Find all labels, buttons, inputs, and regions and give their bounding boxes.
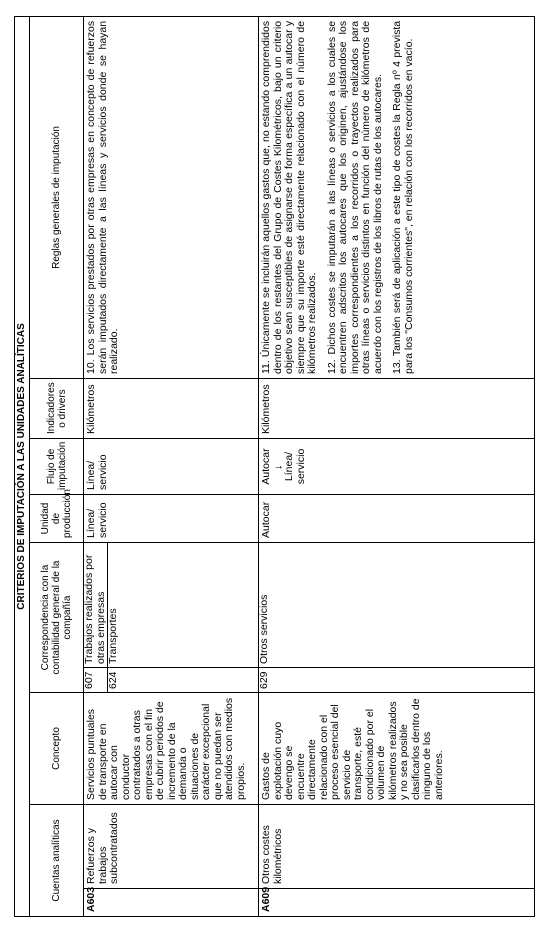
row-cuenta: Otros costes kilométricos xyxy=(259,805,535,889)
table-row xyxy=(259,16,535,916)
header-correspondencia: Correspondencia con la contabilidad general de la compañía xyxy=(30,543,84,693)
table-title: CRITERIOS DE IMPUTACIÓN A LAS UNIDADES ANALÍTICAS xyxy=(15,16,30,916)
row-concepto: Gastos de explotación cuyo devengo se encuentre directamente relacionado con el proceso esencial del servicio de transporte, esté condicionado por el volumen de kilómetros realizados y no sea posible clasificarlos dentro de ninguno de los anteriores. xyxy=(259,693,535,805)
rule-paragraph: 10. Los servicios prestados por otras empresas en concepto de refuerzos serán imputados directamente a las líneas y servicios donde se hayan realizado. xyxy=(85,20,120,374)
row-concepto: Servicios puntuales de transporte en autocar con conductor contratados a otras empresas con el fin de cubrir periodos de incremento de la demanda o situaciones de carácter excepcional que no puedan ser atendidos con medios propios. xyxy=(84,693,259,805)
account-entry xyxy=(259,543,534,692)
header-concepto: Concepto xyxy=(30,693,84,805)
rule-paragraph: 13. También será de aplicación a este tipo de costes la Regla nº 4 prevista para los "Consumos corrientes", en relación con los recorridos en vacío. xyxy=(391,20,415,374)
row-cuenta: Refuerzos y trabajos subcontratados xyxy=(84,805,259,889)
row-code: A603 xyxy=(84,889,259,917)
account-name: Trabajos realizados por otras empresas xyxy=(83,554,107,664)
row-indicador: Kilómetros xyxy=(84,379,259,439)
account-number: 624 xyxy=(108,667,258,692)
flujo-bottom: Línea/ servicio xyxy=(283,448,307,485)
account-entry xyxy=(84,543,108,692)
account-number: 607 xyxy=(84,667,107,692)
row-correspondencia xyxy=(84,543,259,693)
table-row xyxy=(84,16,259,916)
rule-paragraph: 12. Dichos costes se imputarán a las líneas o servicios a los cuales se encuentren adscritos los autocares que los originen, ajustándose los importes correspondientes a los recorridos o trayectos realizados para otras líneas o servicios distintos en función del número de kilómetros de acuerdo con los registros de los libros de rutas de los autocares. xyxy=(325,20,384,374)
header-flujo: Flujo de imputación xyxy=(30,439,84,495)
header-indicadores: Indicadores o drivers xyxy=(30,379,84,439)
row-indicador: Kilómetros xyxy=(259,379,535,439)
row-unidad: Línea/ servicio xyxy=(84,495,259,543)
account-name: Otros servicios xyxy=(258,594,270,664)
rule-paragraph: 11. Únicamente se incluirán aquellos gastos que, no estando comprendidos dentro de los restantes del Grupo de Costes Kilométricos, bajo un criterio objetivo sean susceptibles de asignarse de forma específica a un autocar y siempre que su importe esté directamente relacionado con el número de kilómetros realizados. xyxy=(260,20,318,374)
header-unidad: Unidad de producción xyxy=(30,495,84,543)
imputation-criteria-table xyxy=(14,16,535,917)
header-reglas: Reglas generales de imputación xyxy=(30,16,84,378)
header-cuentas: Cuentas analíticas xyxy=(30,805,84,917)
row-correspondencia xyxy=(259,543,535,693)
account-name: Transportes xyxy=(107,608,119,664)
row-reglas xyxy=(259,16,535,378)
row-code: A609 xyxy=(259,889,535,917)
row-flujo: Línea/ servicio xyxy=(84,439,259,495)
account-number: 629 xyxy=(259,667,534,692)
arrow-down-icon: → xyxy=(273,459,284,472)
row-flujo xyxy=(259,439,535,495)
flujo-top: Autocar xyxy=(260,448,272,485)
account-entry xyxy=(108,543,258,692)
row-reglas xyxy=(84,16,259,378)
row-unidad: Autocar xyxy=(259,495,535,543)
